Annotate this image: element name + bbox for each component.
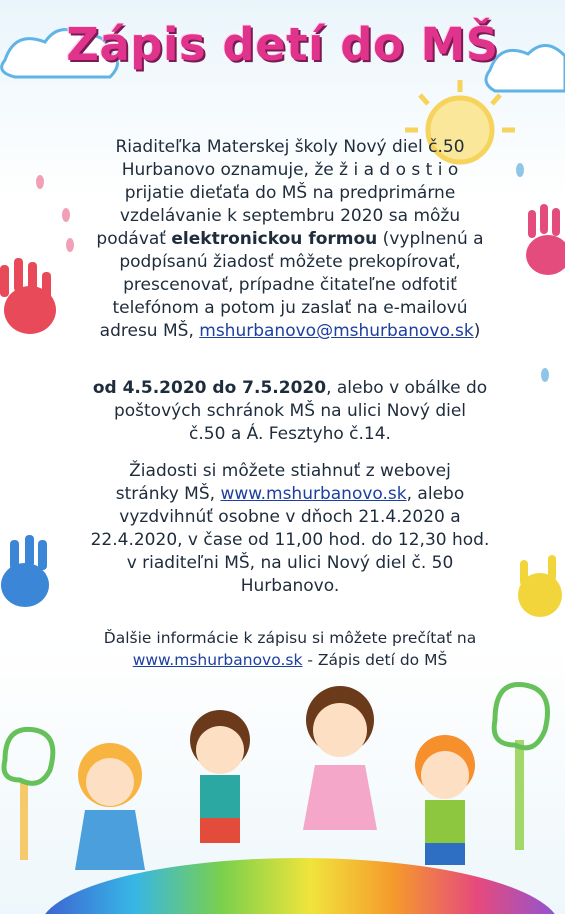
text-line: vzdelávanie k septembru 2020 sa môžu [119, 206, 461, 226]
text-span: adresu MŠ, [99, 321, 200, 341]
child-girl-dark-icon [303, 686, 377, 830]
handprint-yellow-icon [518, 555, 562, 617]
date-paragraph [60, 377, 520, 446]
tree-left-icon [4, 729, 53, 860]
text-line [60, 483, 520, 506]
page-title: Zápis detí do MŠ [66, 18, 499, 71]
text-span: , alebo v obálke do [326, 378, 488, 398]
text-line [60, 320, 520, 343]
text-line: prijatie dieťaťa do MŠ na predprimárne [124, 183, 456, 203]
text-line: prescenovať, prípadne čitateľne odfotiť [123, 275, 457, 295]
text-span: podávať [96, 229, 172, 249]
child-boy-brown-icon [190, 710, 250, 843]
bold-text: elektronickou formou [171, 229, 378, 249]
info-paragraph [60, 627, 520, 671]
handprint-pink-icon [526, 204, 565, 275]
text-span: ) [473, 321, 481, 341]
text-line [60, 228, 520, 251]
text-span: , alebo [406, 484, 465, 504]
website-link[interactable]: www.mshurbanovo.sk [220, 484, 407, 504]
handprint-blue-icon [1, 535, 49, 607]
text-line: Hurbanovo oznamuje, že ž i a d o s t i o [121, 160, 459, 180]
text-line [60, 649, 520, 671]
text-line [60, 377, 520, 400]
text-span: stránky MŠ, [115, 484, 221, 504]
website-link-2[interactable]: www.mshurbanovo.sk [132, 651, 303, 669]
text-line: telefónom a potom ju zaslať na e-mailovú [112, 298, 468, 318]
text-line: Hurbanovo. [240, 576, 340, 596]
text-line: v riaditeľni MŠ, na ulici Nový diel č. 50 [126, 553, 454, 573]
text-line: Riaditeľka Materskej školy Nový diel č.50 [115, 137, 465, 157]
tree-right-icon [494, 684, 547, 850]
text-line: podpísanú žiadosť môžete prekopírovať, [119, 252, 461, 272]
text-line: vyzdvihnúť osobne v dňoch 21.4.2020 a [119, 507, 461, 527]
child-boy-orange-icon [415, 735, 475, 865]
child-girl-blonde-icon [75, 743, 145, 870]
text-line: Žiadosti si môžete stiahnuť z webovej [129, 461, 451, 481]
text-line: Ďalšie informácie k zápisu si môžete prečítať na [103, 629, 477, 647]
bold-dates: od 4.5.2020 do 7.5.2020 [92, 378, 327, 398]
text-line: č.50 a Á. Fesztyho č.14. [189, 424, 391, 444]
download-paragraph [60, 460, 520, 598]
text-line: 22.4.2020, v čase od 11,00 hod. do 12,30 hod. [90, 530, 490, 550]
text-span: - Zápis detí do MŠ [302, 651, 448, 669]
text-line: poštových schránok MŠ na ulici Nový diel [113, 401, 467, 421]
handprint-red-icon [0, 258, 56, 334]
text-span: (vyplnenú a [377, 229, 484, 249]
intro-paragraph [60, 136, 520, 343]
email-link[interactable]: mshurbanovo@mshurbanovo.sk [199, 321, 474, 341]
